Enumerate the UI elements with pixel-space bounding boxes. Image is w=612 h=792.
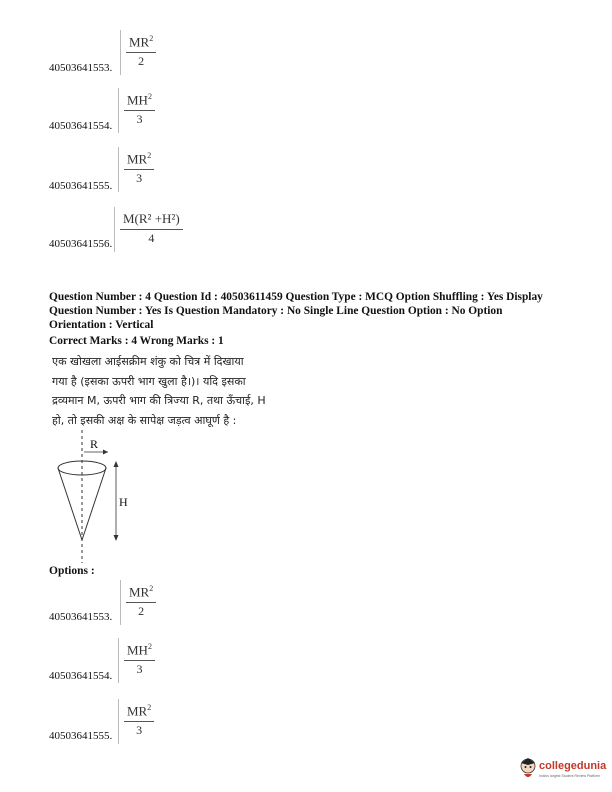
option-1-fraction[interactable]: $MR^2$ 2 [126,584,156,619]
radius-label: R [90,437,99,451]
prev-option-1-id: 40503641553. [49,62,113,74]
prev-option-2-fraction: $MH^2$ 3 [124,92,155,127]
cone-figure [48,428,138,568]
question-marks: Correct Marks : 4 Wrong Marks : 1 [49,335,224,347]
option-2-fraction[interactable]: $MH^2$ 3 [124,642,155,677]
prev-option-4-id: 40503641556. [49,238,113,250]
option-1-id[interactable]: 40503641553. [49,611,113,623]
prev-option-1-fraction: $MR^2$ 2 [126,34,156,69]
option-2-id[interactable]: 40503641554. [49,670,113,682]
question-text-line-2: गया है (इसका ऊपरी भाग खुला है।)। यदि इसका [52,374,246,388]
options-label: Options : [49,565,95,577]
question-header-line-1: Question Number : 4 Question Id : 40503611459 Question Type : MCQ Option Shuffling : Yes Display [49,291,543,303]
question-text-line-4: हो, तो इसकी अक्ष के सापेक्ष जड़त्व आघूर्ण है : [52,413,237,427]
collegedunia-logo [518,752,607,786]
question-text [52,352,292,430]
prev-option-3-fraction: $MR^2$ 3 [124,151,154,186]
prev-option-4-fraction: M(R² +H²) 4 [120,211,183,246]
height-label: H [119,495,128,509]
brand-name: collegedunia [539,760,607,772]
prev-option-2-id: 40503641554. [49,120,113,132]
question-header-line-2: Question Number : Yes Is Question Mandatory : No Single Line Question Option : No Option [49,305,503,317]
brand-tagline: India's largest Student Review Platform [539,774,600,778]
question-text-line-1: एक खोखला आईसक्रीम शंकु को चित्र में दिखाया [52,355,244,368]
question-header-line-3: Orientation : Vertical [49,319,154,331]
option-3-fraction[interactable]: $MR^2$ 3 [124,703,154,738]
student-mascot-icon [518,756,538,780]
prev-option-3-id: 40503641555. [49,180,113,192]
question-header [49,290,579,332]
option-3-id[interactable]: 40503641555. [49,730,113,742]
question-text-line-3: द्रव्यमान M, ऊपरी भाग की त्रिज्या R, तथा ऊँचाई, H [52,394,266,407]
